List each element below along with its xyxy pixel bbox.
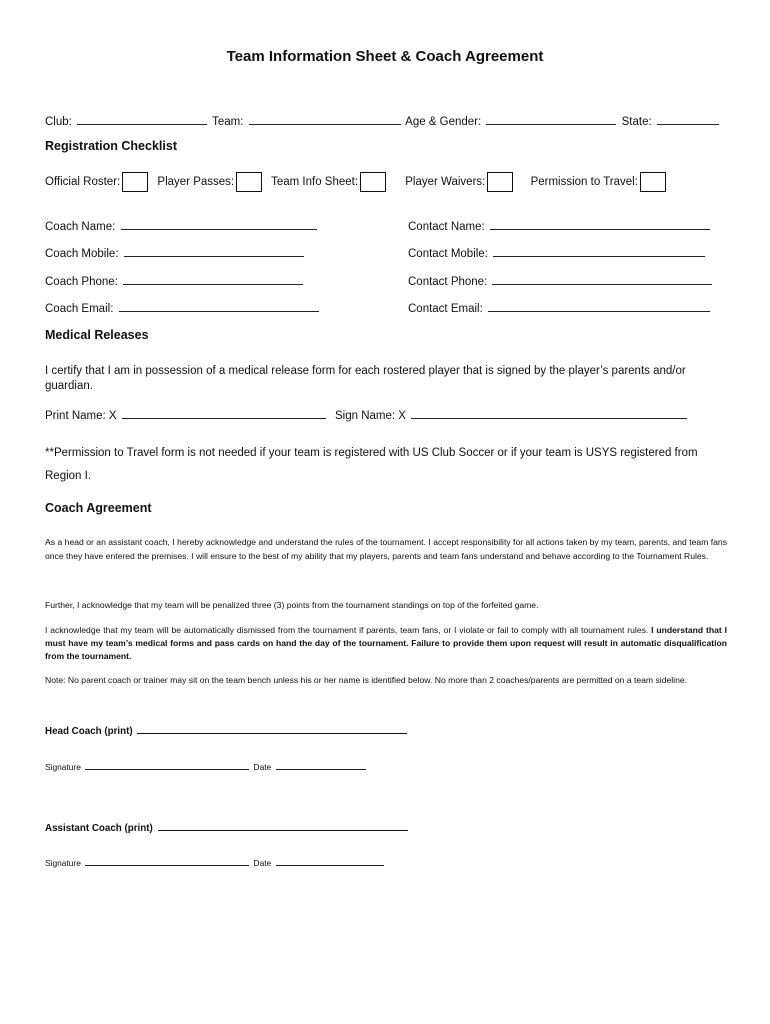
- assistant-signature-field[interactable]: [85, 857, 249, 866]
- agreement-para-2: Further, I acknowledge that my team will be penalized three (3) points from the tournament standings on top of the forfeited game.: [45, 600, 539, 610]
- assistant-coach-label: Assistant Coach (print): [45, 823, 153, 834]
- page-title: Team Information Sheet & Coach Agreement: [226, 48, 544, 65]
- coach-email-field[interactable]: [119, 300, 319, 312]
- age-gender-label: Age & Gender:: [405, 116, 482, 128]
- contact-mobile-field[interactable]: [493, 245, 705, 257]
- coach-mobile-row: [45, 245, 306, 260]
- permission-travel-label: Permission to Travel:: [530, 176, 638, 189]
- coach-name-row: [45, 218, 319, 233]
- head-coach-row: [45, 723, 409, 737]
- coach-mobile-field[interactable]: [124, 245, 304, 257]
- team-info-sheet-label: Team Info Sheet:: [271, 176, 359, 189]
- agreement-para-1: As a head or an assistant coach, I hereby acknowledge and understand the rules of the tournament. I accept responsibility for all actions taken by my team, parents, and team fans once they have entered the premises. I will ensure to the best of my ability that my players, parents and team fans understand and behave according to the Tournament Rules.: [45, 537, 727, 561]
- official-roster-checkbox[interactable]: [122, 172, 148, 192]
- assistant-date-label: Date: [253, 858, 272, 868]
- assistant-coach-signature-row: [45, 857, 386, 868]
- team-field[interactable]: [249, 113, 401, 125]
- contact-phone-field[interactable]: [492, 273, 712, 285]
- contact-name-row: [408, 218, 712, 233]
- sign-name-label: Sign Name: X: [334, 410, 406, 422]
- contact-mobile-label: Contact Mobile:: [408, 248, 488, 260]
- coach-name-field[interactable]: [121, 218, 317, 230]
- head-signature-label: Signature: [45, 762, 81, 772]
- coach-name-label: Coach Name:: [45, 221, 116, 233]
- state-field[interactable]: [657, 113, 719, 125]
- contact-name-field[interactable]: [490, 218, 710, 230]
- agreement-para-3-normal: I acknowledge that my team will be automatically dismissed from the tournament if parents, team fans, or I violate or fail to comply with all tournament rules.: [45, 625, 652, 635]
- club-field[interactable]: [77, 113, 207, 125]
- agreement-para-4: Note: No parent coach or trainer may sit on the team bench unless his or her name is identified below. No more than 2 coaches/parents are permitted on a team sideline.: [45, 675, 688, 685]
- head-date-label: Date: [253, 762, 272, 772]
- medical-certify-text: I certify that I am in possession of a medical release form for each rostered player that is signed by the player’s parents and/or guardian.: [45, 365, 686, 392]
- contact-name-label: Contact Name:: [408, 221, 485, 233]
- contact-phone-row: [408, 273, 714, 288]
- head-coach-label: Head Coach (print): [45, 726, 133, 737]
- head-date-field[interactable]: [276, 761, 366, 770]
- agreement-heading: Coach Agreement: [45, 501, 152, 515]
- contact-phone-label: Contact Phone:: [408, 276, 488, 288]
- registration-heading: Registration Checklist: [45, 139, 177, 153]
- agreement-para-3-bold: I understand that I must have my team’s medical forms and pass cards on hand the day of the tournament. Failure to provide them upon request will result in automatic disqualification from the tournament.: [45, 625, 727, 661]
- print-name-field[interactable]: [122, 407, 326, 419]
- player-passes-checkbox[interactable]: [236, 172, 262, 192]
- head-coach-field[interactable]: [137, 723, 407, 734]
- coach-phone-row: [45, 273, 305, 288]
- coach-phone-field[interactable]: [123, 273, 303, 285]
- contact-email-row: [408, 300, 712, 315]
- state-label: State:: [621, 116, 652, 128]
- assistant-date-field[interactable]: [276, 857, 384, 866]
- age-gender-field[interactable]: [486, 113, 616, 125]
- contact-email-field[interactable]: [488, 300, 710, 312]
- assistant-coach-field[interactable]: [158, 820, 408, 831]
- official-roster-label: Official Roster:: [45, 176, 121, 189]
- medical-heading: Medical Releases: [45, 328, 149, 342]
- player-waivers-label: Player Waivers:: [405, 176, 486, 189]
- coach-phone-label: Coach Phone:: [45, 276, 118, 288]
- coach-mobile-label: Coach Mobile:: [45, 248, 119, 260]
- contact-mobile-row: [408, 245, 707, 260]
- top-fields-row: [45, 113, 721, 128]
- coach-email-row: [45, 300, 321, 315]
- print-name-label: Print Name: X: [45, 410, 117, 422]
- team-info-sheet-checkbox[interactable]: [360, 172, 386, 192]
- player-passes-label: Player Passes:: [157, 176, 235, 189]
- assistant-coach-row: [45, 820, 410, 834]
- travel-note: **Permission to Travel form is not needed if your team is registered with US Club Soccer or if your team is USYS registered from Region I.: [45, 447, 698, 482]
- head-coach-signature-row: [45, 761, 368, 772]
- head-signature-field[interactable]: [85, 761, 249, 770]
- player-waivers-checkbox[interactable]: [487, 172, 513, 192]
- print-sign-row: [45, 407, 689, 422]
- coach-email-label: Coach Email:: [45, 303, 114, 315]
- agreement-para-3: [45, 624, 727, 663]
- club-label: Club:: [45, 116, 72, 128]
- permission-travel-checkbox[interactable]: [640, 172, 666, 192]
- sign-name-field[interactable]: [411, 407, 687, 419]
- contact-email-label: Contact Email:: [408, 303, 483, 315]
- assistant-signature-label: Signature: [45, 858, 81, 868]
- registration-checklist: [45, 172, 672, 192]
- team-label: Team:: [212, 116, 244, 128]
